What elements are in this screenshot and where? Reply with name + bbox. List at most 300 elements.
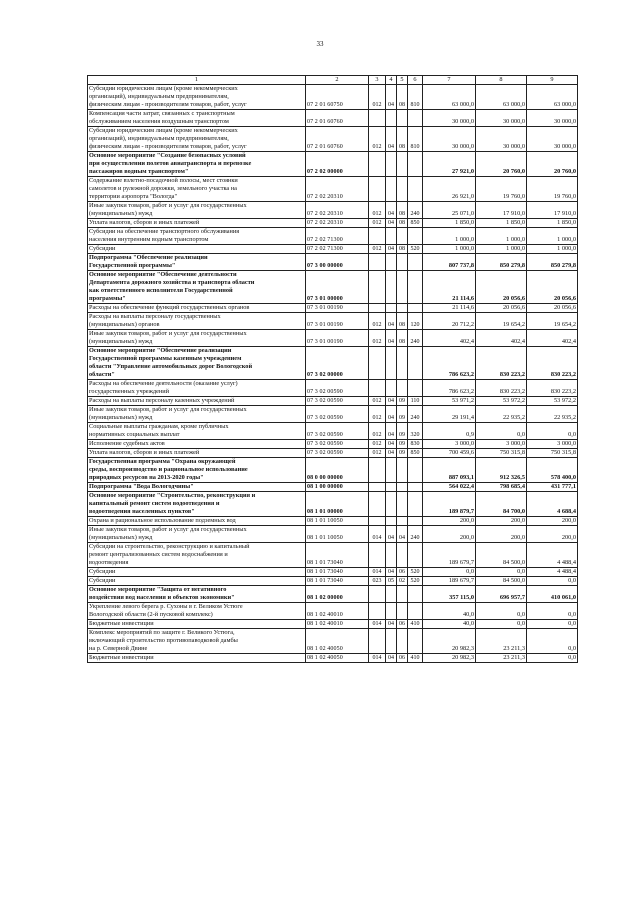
- item-name-cell: Основное мероприятие "Создание безопасных условий при осуществлении полетов авиатранспорта и перевозке пассажиров водным транспортом": [88, 152, 306, 177]
- target-code-cell: 07 2 01 60760: [306, 127, 369, 152]
- target-code-cell: 08 1 01 73040: [306, 543, 369, 568]
- target-code-cell: 07 2 01 60760: [306, 110, 369, 127]
- expense-type-cell: [408, 152, 423, 177]
- section-cell: 04: [386, 219, 397, 228]
- amount-cell: 786 623,2: [423, 380, 476, 397]
- table-row: [88, 228, 578, 245]
- ministry-code-cell: 012: [369, 330, 386, 347]
- section-cell: 04: [386, 313, 397, 330]
- target-code-cell: 08 1 02 00000: [306, 586, 369, 603]
- subsection-cell: 06: [397, 568, 408, 577]
- item-name-cell: Исполнение судебных актов: [88, 440, 306, 449]
- table-row: [88, 586, 578, 603]
- amount-cell: 786 623,2: [423, 347, 476, 380]
- subsection-cell: [397, 347, 408, 380]
- header-cell: 9: [527, 76, 578, 85]
- item-name-cell: Субсидии на обеспечение транспортного обслуживания населения внутренним водным транспортом: [88, 228, 306, 245]
- ministry-code-cell: 012: [369, 245, 386, 254]
- expense-type-cell: 850: [408, 449, 423, 458]
- item-name-cell: Основное мероприятие "Защита от негативного воздействия вод населения и объектов экономики": [88, 586, 306, 603]
- target-code-cell: 07 3 01 00190: [306, 313, 369, 330]
- target-code-cell: 07 2 02 71300: [306, 228, 369, 245]
- target-code-cell: 08 1 01 10050: [306, 517, 369, 526]
- header-cell: 3: [369, 76, 386, 85]
- expense-type-cell: 120: [408, 313, 423, 330]
- item-name-cell: Субсидии юридическим лицам (кроме некоммерческих организаций), индивидуальным предпринимателям, физическим лицам - производителям товаров, работ, услуг: [88, 85, 306, 110]
- section-cell: [386, 347, 397, 380]
- subsection-cell: [397, 483, 408, 492]
- section-cell: 04: [386, 127, 397, 152]
- amount-cell: 564 022,4: [423, 483, 476, 492]
- header-cell: 8: [476, 76, 527, 85]
- table-row: [88, 517, 578, 526]
- item-name-cell: Содержание взлетно-посадочной полосы, мест стоянки самолетов и рулежной дорожки, земельного участка на территории аэропорта "Вологда": [88, 177, 306, 202]
- amount-cell: 20 056,6: [476, 271, 527, 304]
- page-number: 33: [316, 40, 324, 48]
- amount-cell: 84 500,0: [476, 577, 527, 586]
- table-row: [88, 380, 578, 397]
- amount-cell: 22 935,2: [527, 406, 578, 423]
- expense-type-cell: [408, 492, 423, 517]
- amount-cell: 887 093,1: [423, 458, 476, 483]
- expense-type-cell: [408, 458, 423, 483]
- amount-cell: 40,0: [423, 603, 476, 620]
- amount-cell: 1 850,0: [527, 219, 578, 228]
- table-header-row: [88, 76, 578, 85]
- amount-cell: 830 223,2: [476, 380, 527, 397]
- ministry-code-cell: [369, 380, 386, 397]
- table-row: [88, 177, 578, 202]
- target-code-cell: 07 3 01 00000: [306, 271, 369, 304]
- section-cell: [386, 629, 397, 654]
- ministry-code-cell: 014: [369, 568, 386, 577]
- amount-cell: 19 760,0: [476, 177, 527, 202]
- amount-cell: 1 000,0: [423, 228, 476, 245]
- amount-cell: 1 000,0: [476, 228, 527, 245]
- expense-type-cell: 240: [408, 406, 423, 423]
- ministry-code-cell: [369, 110, 386, 127]
- subsection-cell: [397, 228, 408, 245]
- subsection-cell: [397, 517, 408, 526]
- target-code-cell: 08 1 00 00000: [306, 483, 369, 492]
- table-row: [88, 330, 578, 347]
- ministry-code-cell: 014: [369, 620, 386, 629]
- section-cell: [386, 177, 397, 202]
- expense-type-cell: 520: [408, 568, 423, 577]
- amount-cell: 357 115,0: [423, 586, 476, 603]
- amount-cell: 19 654,2: [476, 313, 527, 330]
- item-name-cell: Подпрограмма "Обеспечение реализации Государственной программы": [88, 254, 306, 271]
- section-cell: 04: [386, 397, 397, 406]
- ministry-code-cell: 012: [369, 313, 386, 330]
- target-code-cell: 07 3 02 00000: [306, 347, 369, 380]
- amount-cell: 63 000,0: [476, 85, 527, 110]
- expense-type-cell: 240: [408, 202, 423, 219]
- target-code-cell: 07 3 00 00000: [306, 254, 369, 271]
- amount-cell: 798 685,4: [476, 483, 527, 492]
- subsection-cell: 09: [397, 440, 408, 449]
- target-code-cell: 07 2 02 00000: [306, 152, 369, 177]
- ministry-code-cell: [369, 492, 386, 517]
- table-row: [88, 449, 578, 458]
- ministry-code-cell: [369, 629, 386, 654]
- amount-cell: 200,0: [423, 526, 476, 543]
- target-code-cell: 08 1 02 40050: [306, 654, 369, 663]
- expense-type-cell: [408, 110, 423, 127]
- section-cell: [386, 483, 397, 492]
- amount-cell: 19 760,0: [527, 177, 578, 202]
- table-row: [88, 629, 578, 654]
- amount-cell: 200,0: [476, 526, 527, 543]
- amount-cell: 63 000,0: [423, 85, 476, 110]
- amount-cell: 3 000,0: [423, 440, 476, 449]
- subsection-cell: 06: [397, 620, 408, 629]
- amount-cell: 0,0: [527, 620, 578, 629]
- expense-type-cell: [408, 228, 423, 245]
- ministry-code-cell: [369, 271, 386, 304]
- amount-cell: 3 000,0: [527, 440, 578, 449]
- table-row: [88, 254, 578, 271]
- amount-cell: 200,0: [527, 526, 578, 543]
- amount-cell: 23 211,3: [476, 629, 527, 654]
- amount-cell: 27 921,0: [423, 152, 476, 177]
- ministry-code-cell: [369, 228, 386, 245]
- subsection-cell: 08: [397, 245, 408, 254]
- ministry-code-cell: 014: [369, 526, 386, 543]
- section-cell: 04: [386, 526, 397, 543]
- section-cell: 04: [386, 654, 397, 663]
- amount-cell: 830 223,2: [527, 380, 578, 397]
- subsection-cell: 02: [397, 577, 408, 586]
- amount-cell: 578 400,0: [527, 458, 578, 483]
- table-row: [88, 620, 578, 629]
- amount-cell: 189 679,7: [423, 577, 476, 586]
- target-code-cell: 07 3 01 00190: [306, 330, 369, 347]
- amount-cell: 807 737,8: [423, 254, 476, 271]
- amount-cell: 200,0: [476, 517, 527, 526]
- target-code-cell: 07 2 02 20310: [306, 177, 369, 202]
- section-cell: 04: [386, 423, 397, 440]
- amount-cell: 0,9: [423, 423, 476, 440]
- target-code-cell: 08 1 02 40010: [306, 603, 369, 620]
- subsection-cell: 08: [397, 219, 408, 228]
- target-code-cell: 08 0 00 00000: [306, 458, 369, 483]
- amount-cell: 29 191,4: [423, 406, 476, 423]
- ministry-code-cell: [369, 603, 386, 620]
- section-cell: [386, 586, 397, 603]
- subsection-cell: 09: [397, 449, 408, 458]
- section-cell: [386, 543, 397, 568]
- amount-cell: 402,4: [476, 330, 527, 347]
- table-row: [88, 397, 578, 406]
- amount-cell: 0,0: [423, 568, 476, 577]
- ministry-code-cell: 012: [369, 449, 386, 458]
- amount-cell: 189 879,7: [423, 492, 476, 517]
- table-body: [88, 85, 578, 663]
- table-row: [88, 127, 578, 152]
- item-name-cell: Иные закупки товаров, работ и услуг для государственных (муниципальных) нужд: [88, 526, 306, 543]
- table-row: [88, 406, 578, 423]
- table-row: [88, 110, 578, 127]
- amount-cell: 830 223,2: [476, 347, 527, 380]
- item-name-cell: Основное мероприятие "Строительство, реконструкция и капитальный ремонт систем водоотведения и водоотведения населенных пунктов": [88, 492, 306, 517]
- item-name-cell: Субсидии: [88, 568, 306, 577]
- subsection-cell: [397, 254, 408, 271]
- target-code-cell: 08 1 02 40050: [306, 629, 369, 654]
- expense-type-cell: 110: [408, 397, 423, 406]
- amount-cell: 850 279,8: [527, 254, 578, 271]
- section-cell: 04: [386, 406, 397, 423]
- amount-cell: 30 000,0: [527, 110, 578, 127]
- header-cell: 2: [306, 76, 369, 85]
- expense-type-cell: 520: [408, 577, 423, 586]
- amount-cell: 22 935,2: [476, 406, 527, 423]
- ministry-code-cell: [369, 304, 386, 313]
- section-cell: 04: [386, 440, 397, 449]
- subsection-cell: [397, 177, 408, 202]
- item-name-cell: Комплекс мероприятий по защите г. Великого Устюга, включающий строительство противопаводковой дамбы на р. Северной Двине: [88, 629, 306, 654]
- amount-cell: 30 000,0: [423, 110, 476, 127]
- expense-type-cell: 240: [408, 330, 423, 347]
- header-cell: 5: [397, 76, 408, 85]
- amount-cell: 17 910,0: [476, 202, 527, 219]
- expense-type-cell: [408, 347, 423, 380]
- subsection-cell: 08: [397, 313, 408, 330]
- section-cell: 04: [386, 202, 397, 219]
- item-name-cell: Субсидии юридическим лицам (кроме некоммерческих организаций), индивидуальным предпринимателям, физическим лицам - производителям товаров, работ, услуг: [88, 127, 306, 152]
- ministry-code-cell: 012: [369, 423, 386, 440]
- item-name-cell: Основное мероприятие "Обеспечение реализации Государственной программы казенным учреждением области "Управление автомобильных дорог Вологодской области": [88, 347, 306, 380]
- ministry-code-cell: 023: [369, 577, 386, 586]
- amount-cell: 0,0: [476, 620, 527, 629]
- subsection-cell: 08: [397, 202, 408, 219]
- expense-type-cell: [408, 177, 423, 202]
- target-code-cell: 08 1 01 00000: [306, 492, 369, 517]
- section-cell: [386, 380, 397, 397]
- expense-type-cell: 410: [408, 654, 423, 663]
- header-cell: 6: [408, 76, 423, 85]
- amount-cell: 20 712,2: [423, 313, 476, 330]
- expense-type-cell: [408, 271, 423, 304]
- amount-cell: 4 488,4: [527, 543, 578, 568]
- expense-type-cell: [408, 254, 423, 271]
- target-code-cell: 07 3 02 00590: [306, 397, 369, 406]
- amount-cell: 84 500,0: [476, 543, 527, 568]
- subsection-cell: [397, 586, 408, 603]
- item-name-cell: Компенсация части затрат, связанных с транспортным обслуживанием населения воздушным транспортом: [88, 110, 306, 127]
- amount-cell: 26 921,0: [423, 177, 476, 202]
- table-row: [88, 654, 578, 663]
- section-cell: 05: [386, 577, 397, 586]
- table-row: [88, 152, 578, 177]
- section-cell: [386, 492, 397, 517]
- amount-cell: 20 056,6: [527, 271, 578, 304]
- amount-cell: 1 000,0: [423, 245, 476, 254]
- ministry-code-cell: 014: [369, 654, 386, 663]
- item-name-cell: Бюджетные инвестиции: [88, 620, 306, 629]
- expense-type-cell: 320: [408, 423, 423, 440]
- subsection-cell: 09: [397, 397, 408, 406]
- amount-cell: 30 000,0: [423, 127, 476, 152]
- subsection-cell: [397, 152, 408, 177]
- expense-type-cell: [408, 543, 423, 568]
- header-cell: 1: [88, 76, 306, 85]
- ministry-code-cell: [369, 543, 386, 568]
- amount-cell: 20 760,0: [527, 152, 578, 177]
- section-cell: [386, 304, 397, 313]
- section-cell: [386, 603, 397, 620]
- target-code-cell: 07 3 02 00590: [306, 423, 369, 440]
- ministry-code-cell: 012: [369, 219, 386, 228]
- amount-cell: 750 315,8: [476, 449, 527, 458]
- amount-cell: 200,0: [423, 517, 476, 526]
- item-name-cell: Уплата налогов, сборов и иных платежей: [88, 219, 306, 228]
- target-code-cell: 07 2 01 60750: [306, 85, 369, 110]
- amount-cell: 696 957,7: [476, 586, 527, 603]
- section-cell: 04: [386, 245, 397, 254]
- section-cell: 04: [386, 330, 397, 347]
- ministry-code-cell: 012: [369, 85, 386, 110]
- item-name-cell: Расходы на выплаты персоналу казенных учреждений: [88, 397, 306, 406]
- expense-type-cell: [408, 603, 423, 620]
- item-name-cell: Иные закупки товаров, работ и услуг для государственных (муниципальных) нужд: [88, 202, 306, 219]
- amount-cell: 750 315,8: [527, 449, 578, 458]
- ministry-code-cell: [369, 517, 386, 526]
- amount-cell: 63 000,0: [527, 85, 578, 110]
- target-code-cell: 07 3 02 00590: [306, 449, 369, 458]
- amount-cell: 0,0: [527, 577, 578, 586]
- target-code-cell: 07 2 02 20310: [306, 219, 369, 228]
- amount-cell: 1 000,0: [476, 245, 527, 254]
- target-code-cell: 08 1 02 40010: [306, 620, 369, 629]
- header-cell: 7: [423, 76, 476, 85]
- target-code-cell: 08 1 01 73040: [306, 577, 369, 586]
- table-row: [88, 202, 578, 219]
- amount-cell: 20 982,3: [423, 654, 476, 663]
- table-row: [88, 304, 578, 313]
- section-cell: [386, 271, 397, 304]
- subsection-cell: 06: [397, 654, 408, 663]
- item-name-cell: Субсидии: [88, 245, 306, 254]
- table-row: [88, 219, 578, 228]
- table-row: [88, 603, 578, 620]
- table-row: [88, 313, 578, 330]
- amount-cell: 20 056,6: [476, 304, 527, 313]
- item-name-cell: Охрана и рациональное использование подземных вод: [88, 517, 306, 526]
- table-row: [88, 492, 578, 517]
- section-cell: [386, 458, 397, 483]
- amount-cell: 0,0: [527, 629, 578, 654]
- amount-cell: 53 971,2: [423, 397, 476, 406]
- amount-cell: 850 279,8: [476, 254, 527, 271]
- expense-type-cell: [408, 517, 423, 526]
- expense-type-cell: 830: [408, 440, 423, 449]
- ministry-code-cell: [369, 586, 386, 603]
- expense-type-cell: [408, 586, 423, 603]
- target-code-cell: 08 1 01 10050: [306, 526, 369, 543]
- item-name-cell: Социальные выплаты гражданам, кроме публичных нормативных социальных выплат: [88, 423, 306, 440]
- ministry-code-cell: 012: [369, 406, 386, 423]
- amount-cell: 1 850,0: [476, 219, 527, 228]
- subsection-cell: 08: [397, 127, 408, 152]
- item-name-cell: Расходы на обеспечение функций государственных органов: [88, 304, 306, 313]
- amount-cell: 402,4: [527, 330, 578, 347]
- table-row: [88, 85, 578, 110]
- table-row: [88, 568, 578, 577]
- table-row: [88, 271, 578, 304]
- subsection-cell: 04: [397, 526, 408, 543]
- ministry-code-cell: 012: [369, 440, 386, 449]
- subsection-cell: [397, 271, 408, 304]
- expense-type-cell: [408, 304, 423, 313]
- item-name-cell: Субсидии: [88, 577, 306, 586]
- section-cell: [386, 517, 397, 526]
- ministry-code-cell: [369, 254, 386, 271]
- header-cell: 4: [386, 76, 397, 85]
- section-cell: [386, 254, 397, 271]
- subsection-cell: [397, 380, 408, 397]
- amount-cell: 17 910,0: [527, 202, 578, 219]
- target-code-cell: 07 2 02 71300: [306, 245, 369, 254]
- amount-cell: 53 972,2: [476, 397, 527, 406]
- subsection-cell: 09: [397, 406, 408, 423]
- item-name-cell: Подпрограмма "Вода Вологодчины": [88, 483, 306, 492]
- expense-type-cell: 240: [408, 526, 423, 543]
- subsection-cell: 08: [397, 85, 408, 110]
- amount-cell: 200,0: [527, 517, 578, 526]
- amount-cell: 0,0: [527, 603, 578, 620]
- section-cell: [386, 228, 397, 245]
- item-name-cell: Укрепление левого берега р. Сухоны в г. Великом Устюге Вологодской области (2-й пусковой комплекс): [88, 603, 306, 620]
- ministry-code-cell: 012: [369, 397, 386, 406]
- amount-cell: 20 760,0: [476, 152, 527, 177]
- item-name-cell: Основное мероприятие "Обеспечение деятельности Департамента дорожного хозяйства и транспорта области как ответственного исполнителя Государственной программы": [88, 271, 306, 304]
- subsection-cell: [397, 629, 408, 654]
- amount-cell: 21 114,6: [423, 271, 476, 304]
- amount-cell: 20 982,3: [423, 629, 476, 654]
- table-row: [88, 423, 578, 440]
- amount-cell: 84 700,0: [476, 492, 527, 517]
- amount-cell: 53 972,2: [527, 397, 578, 406]
- table-row: [88, 440, 578, 449]
- target-code-cell: 08 1 01 73040: [306, 568, 369, 577]
- subsection-cell: 09: [397, 423, 408, 440]
- item-name-cell: Государственная программа "Охрана окружающей среды, воспроизводство и рациональное использование природных ресурсов на 2013-2020 годы": [88, 458, 306, 483]
- section-cell: 04: [386, 449, 397, 458]
- amount-cell: 30 000,0: [476, 110, 527, 127]
- amount-cell: 3 000,0: [476, 440, 527, 449]
- section-cell: 04: [386, 568, 397, 577]
- table-row: [88, 577, 578, 586]
- expense-type-cell: 520: [408, 245, 423, 254]
- subsection-cell: [397, 603, 408, 620]
- amount-cell: 21 114,6: [423, 304, 476, 313]
- item-name-cell: Иные закупки товаров, работ и услуг для государственных (муниципальных) нужд: [88, 330, 306, 347]
- amount-cell: 410 061,0: [527, 586, 578, 603]
- table-row: [88, 347, 578, 380]
- item-name-cell: Субсидии на строительство, реконструкцию и капитальный ремонт централизованных систем водоснабжения и водоотведения: [88, 543, 306, 568]
- amount-cell: 23 211,3: [476, 654, 527, 663]
- target-code-cell: 07 3 02 00590: [306, 406, 369, 423]
- amount-cell: 30 000,0: [476, 127, 527, 152]
- table-row: [88, 543, 578, 568]
- subsection-cell: [397, 543, 408, 568]
- ministry-code-cell: [369, 458, 386, 483]
- target-code-cell: 07 3 01 00190: [306, 304, 369, 313]
- section-cell: 04: [386, 85, 397, 110]
- section-cell: [386, 110, 397, 127]
- amount-cell: 0,0: [476, 603, 527, 620]
